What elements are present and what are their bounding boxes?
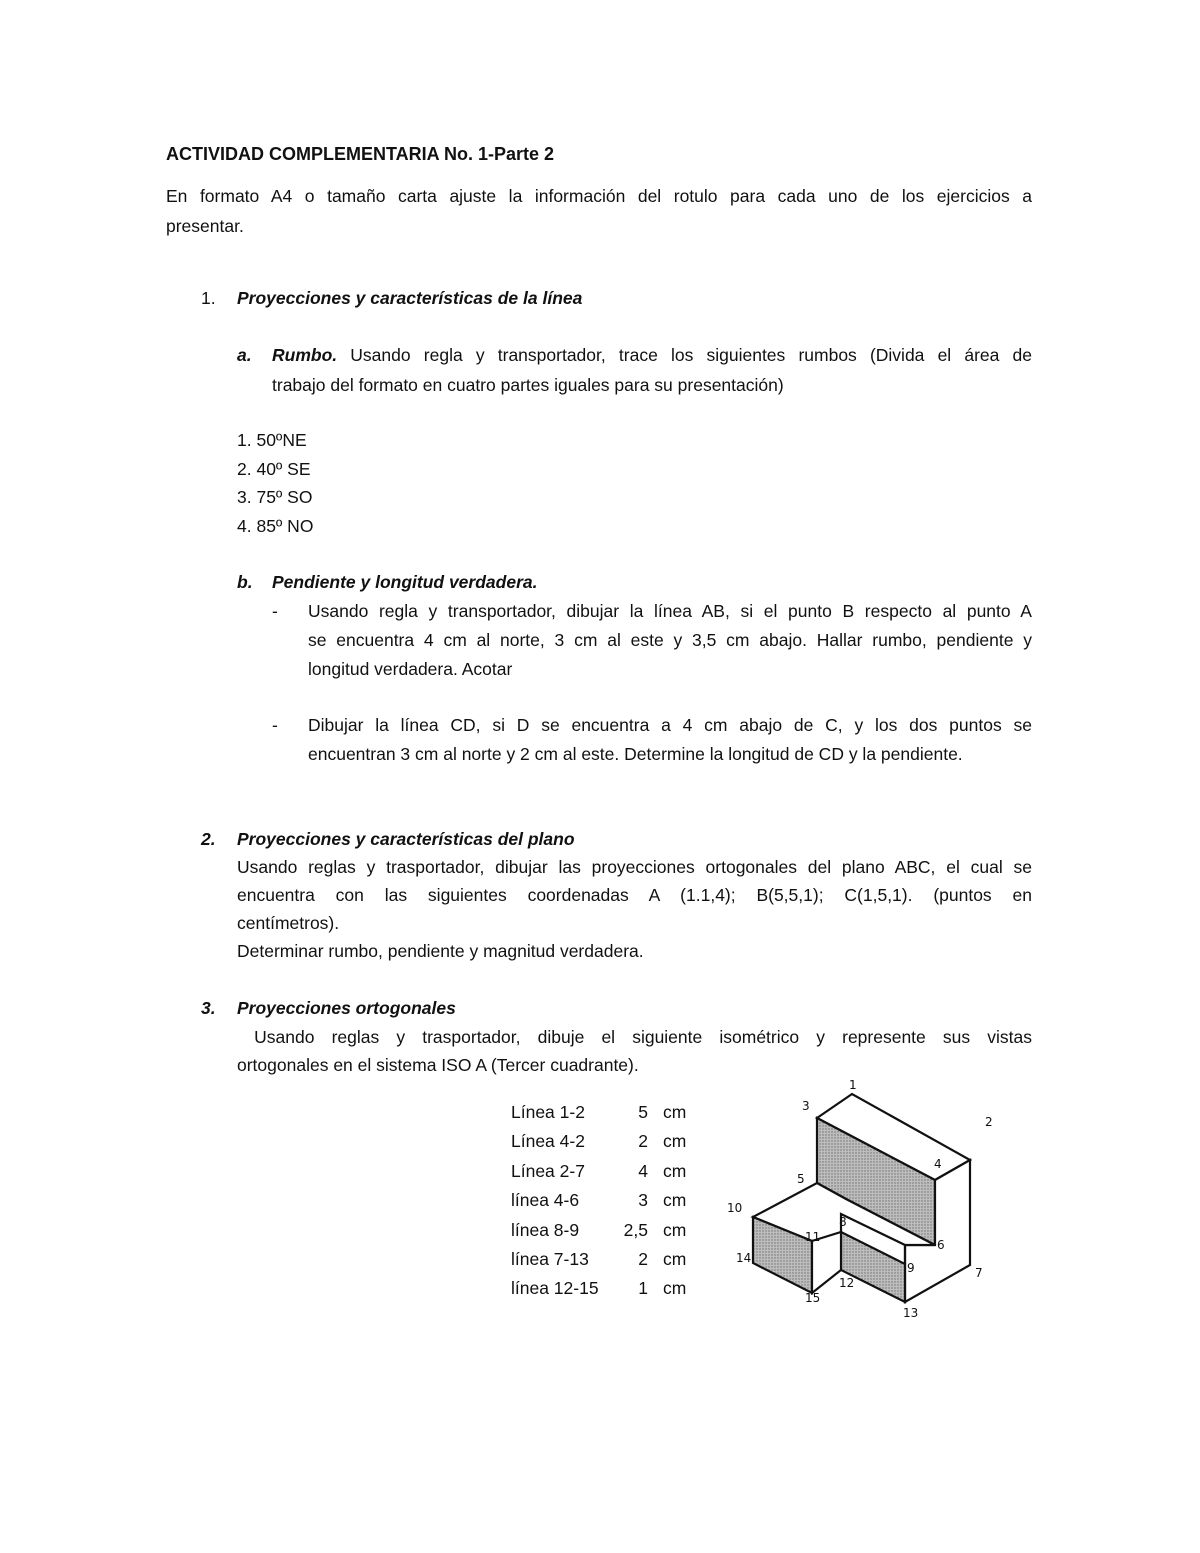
- bullet-1-line-3: longitud verdadera. Acotar: [308, 659, 513, 679]
- figure-label-9: 9: [907, 1261, 915, 1275]
- table-cell-unit: cm: [663, 1220, 687, 1240]
- figure-label-2: 2: [985, 1115, 993, 1129]
- figure-label-8: 8: [839, 1215, 847, 1229]
- subsection-a-letter: a.: [237, 345, 252, 365]
- document-title: ACTIVIDAD COMPLEMENTARIA No. 1-Parte 2: [166, 144, 555, 164]
- figure-label-7: 7: [975, 1266, 983, 1280]
- table-cell-value: 2: [638, 1131, 648, 1151]
- figure-label-13: 13: [903, 1306, 919, 1320]
- table-cell-unit: cm: [663, 1102, 687, 1122]
- subsection-a-line-1: [272, 345, 1032, 366]
- figure-label-10: 10: [727, 1201, 743, 1215]
- table-cell-value: 4: [638, 1161, 648, 1181]
- section-3-line-1: Usando reglas y trasportador, dibuje el siguiente isométrico y represente sus vistas: [237, 1027, 1032, 1047]
- table-cell-label: línea 12-15: [511, 1278, 599, 1298]
- table-cell-value: 5: [638, 1102, 648, 1122]
- bullet-1-line-1: Usando regla y transportador, dibujar la línea AB, si el punto B respecto al punto A: [308, 601, 1032, 621]
- table-cell-unit: cm: [663, 1249, 687, 1269]
- table-cell-label: Línea 2-7: [511, 1161, 585, 1181]
- figure-label-14: 14: [736, 1251, 752, 1265]
- figure-label-11: 11: [805, 1230, 821, 1244]
- subsection-a-line-1-text: Usando regla y transportador, trace los siguientes rumbos (Divida el área de: [337, 345, 1032, 365]
- bullet-dash-1: -: [272, 601, 278, 621]
- section-3-number: 3.: [201, 998, 216, 1018]
- subsection-a-label: Rumbo.: [272, 345, 338, 365]
- notch-face: [841, 1232, 905, 1302]
- figure-label-5: 5: [797, 1172, 805, 1186]
- rumbo-item-2: 2. 40º SE: [237, 459, 311, 479]
- section-3-line-2: ortogonales en el sistema ISO A (Tercer cuadrante).: [237, 1055, 639, 1075]
- table-cell-unit: cm: [663, 1131, 687, 1151]
- table-cell-label: Línea 4-2: [511, 1131, 585, 1151]
- section-1-number: 1.: [201, 288, 216, 308]
- table-cell-value: 2: [638, 1249, 648, 1269]
- subsection-b-letter: b.: [237, 572, 253, 592]
- table-cell-unit: cm: [663, 1278, 687, 1298]
- table-cell-value: 1: [638, 1278, 648, 1298]
- bullet-dash-2: -: [272, 715, 278, 735]
- subsection-a-text: [272, 345, 1032, 366]
- table-cell-value: 2,5: [623, 1220, 648, 1240]
- figure-label-12: 12: [839, 1276, 855, 1290]
- bullet-2-line-1: Dibujar la línea CD, si D se encuentra a 4 cm abajo de C, y los dos puntos se: [308, 715, 1032, 735]
- section-2-number: 2.: [201, 829, 216, 849]
- rumbo-item-4: 4. 85º NO: [237, 516, 314, 536]
- section-2-line-3: centímetros).: [237, 913, 340, 933]
- section-2-line-2: encuentra con las siguientes coordenadas A (1.1,4); B(5,5,1); C(1,5,1). (puntos en: [237, 885, 1032, 905]
- figure-label-6: 6: [937, 1238, 945, 1252]
- figure-label-3: 3: [802, 1099, 810, 1113]
- intro-line-1: En formato A4 o tamaño carta ajuste la información del rotulo para cada uno de los ejercicios a: [166, 186, 1032, 206]
- figure-label-1: 1: [849, 1078, 857, 1092]
- bullet-1-line-2: se encuentra 4 cm al norte, 3 cm al este y 3,5 cm abajo. Hallar rumbo, pendiente y: [308, 630, 1032, 650]
- intro-line-2: presentar.: [166, 216, 244, 236]
- table-cell-value: 3: [638, 1190, 648, 1210]
- section-1-heading: Proyecciones y características de la línea: [237, 288, 583, 308]
- table-cell-label: línea 7-13: [511, 1249, 589, 1269]
- table-cell-unit: cm: [663, 1161, 687, 1181]
- figure-label-15: 15: [805, 1291, 821, 1305]
- table-cell-label: Línea 1-2: [511, 1102, 585, 1122]
- rumbo-item-1: 1. 50ºNE: [237, 430, 307, 450]
- bullet-2-line-2: encuentran 3 cm al norte y 2 cm al este. Determine la longitud de CD y la pendiente.: [308, 744, 963, 764]
- subsection-a-line-2: trabajo del formato en cuatro partes iguales para su presentación): [272, 375, 784, 395]
- isometric-figure: [720, 1075, 1010, 1325]
- rumbo-item-3: 3. 75º SO: [237, 487, 313, 507]
- table-cell-label: línea 8-9: [511, 1220, 580, 1240]
- section-2-line-1: Usando reglas y trasportador, dibujar las proyecciones ortogonales del plano ABC, el cual se: [237, 857, 1032, 877]
- table-cell-unit: cm: [663, 1190, 687, 1210]
- section-3-heading: Proyecciones ortogonales: [237, 998, 456, 1018]
- subsection-b-label: Pendiente y longitud verdadera.: [272, 572, 538, 592]
- section-2-heading: Proyecciones y características del plano: [237, 829, 575, 849]
- section-2-line-4: Determinar rumbo, pendiente y magnitud verdadera.: [237, 941, 644, 961]
- figure-label-4: 4: [934, 1157, 942, 1171]
- table-cell-label: línea 4-6: [511, 1190, 580, 1210]
